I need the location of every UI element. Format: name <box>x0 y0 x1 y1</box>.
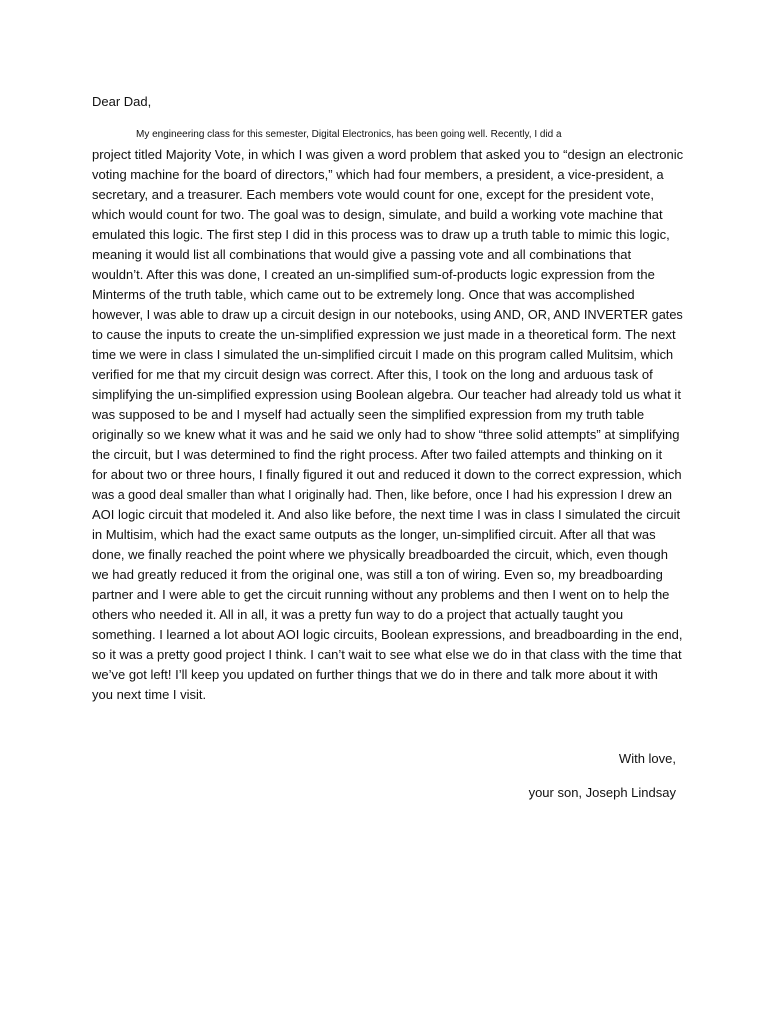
body-line: which would count for two. The goal was to design, simulate, and build a working vote machine that <box>92 207 663 223</box>
letter-body <box>92 125 682 705</box>
body-line: My engineering class for this semester, Digital Electronics, has been going well. Recently, I did a <box>136 129 562 140</box>
body-line: partner and I were able to get the circuit running without any problems and then I went on to help the <box>92 587 670 603</box>
body-line: AOI logic circuit that modeled it. And also like before, the next time I was in class I simulated the circuit <box>92 507 681 523</box>
body-line: we’ve got left! I’ll keep you updated on further things that we do in there and talk more about it with <box>92 667 658 683</box>
body-line: something. I learned a lot about AOI logic circuits, Boolean expressions, and breadboarding in the end, <box>92 627 683 643</box>
body-line: emulated this logic. The first step I did in this process was to draw up a truth table to mimic this logic, <box>92 227 670 243</box>
body-line: voting machine for the board of directors,” which had four members, a president, a vice-president, a <box>92 167 664 183</box>
body-line: was supposed to be and I myself had actually seen the simplified expression from my truth table <box>92 407 645 423</box>
body-line: secretary, and a treasurer. Each members vote would count for one, except for the president vote, <box>92 187 654 203</box>
body-line: project titled Majority Vote, in which I was given a word problem that asked you to “design an electronic <box>92 147 684 163</box>
body-line: others who needed it. All in all, it was a pretty fun way to do a project that actually taught you <box>92 607 624 623</box>
body-line: we had greatly reduced it from the original one, was still a ton of wiring. Even so, my breadboarding <box>92 567 663 583</box>
body-line: you next time I visit. <box>92 687 207 703</box>
body-line: verified for me that my circuit design was correct. After this, I took on the long and arduous task of <box>92 367 653 383</box>
body-line: for about two or three hours, I finally figured it out and reduced it down to the correct expression, which <box>92 467 682 483</box>
body-line: the circuit, but I was determined to find the right process. After two failed attempts and thinking on it <box>92 447 663 463</box>
body-line: time we were in class I simulated the un-simplified circuit I made on this program called Mulitsim, which <box>92 347 674 363</box>
body-line: however, I was able to draw up a circuit design in our notebooks, using AND, OR, AND INVERTER gates <box>92 307 683 323</box>
body-line: Minterms of the truth table, which came out to be extremely long. Once that was accomplished <box>92 287 635 303</box>
signature: your son, Joseph Lindsay <box>528 785 676 800</box>
body-line: meaning it would list all combinations that would give a passing vote and all combinations that <box>92 247 632 263</box>
body-line: was a good deal smaller than what I originally had. Then, like before, once I had his expression I drew an <box>92 488 672 503</box>
body-line: done, we finally reached the point where we physically breadboarded the circuit, which, even though <box>92 547 668 563</box>
body-line: in Multisim, which had the exact same outputs as the longer, un-simplified circuit. After all that was <box>92 527 656 543</box>
closing: With love, <box>618 751 676 766</box>
body-line: to cause the inputs to create the un-simplified expression we just made in a theoretical form. The next <box>92 327 676 343</box>
salutation: Dear Dad, <box>92 94 152 109</box>
body-line: so it was a pretty good project I think. I can’t wait to see what else we do in that class with the time that <box>92 647 682 663</box>
body-line: wouldn’t. After this was done, I created an un-simplified sum-of-products logic expression from the <box>92 267 655 283</box>
body-line: simplifying the un-simplified expression using Boolean algebra. Our teacher had already told us what it <box>92 387 681 403</box>
body-line: originally so we knew what it was and he said we only had to show “three solid attempts” at simplifying <box>92 427 680 443</box>
